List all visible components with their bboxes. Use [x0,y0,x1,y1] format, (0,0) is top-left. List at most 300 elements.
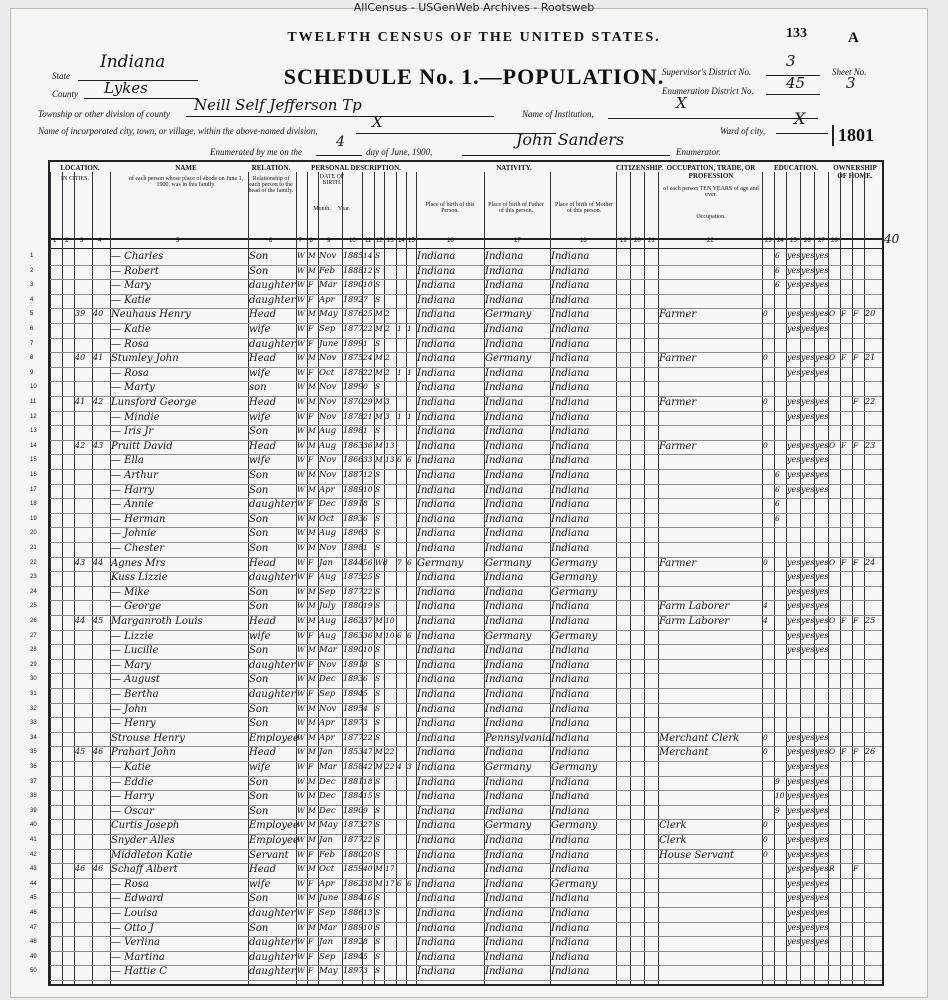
cell-schedule: 25 [865,616,876,625]
cell-month: Feb [319,265,335,276]
cell-marital: S [375,382,381,392]
cell-father-birth: Indiana [485,776,524,788]
cell-children: 6 [397,455,402,465]
cell-write: yes [801,937,815,947]
cell-month: Aug [319,440,337,451]
education-header: EDUCATION. [773,164,818,172]
cell-color: W [297,732,305,742]
cell-father-birth: Indiana [485,367,524,379]
cell-read: yes [787,309,801,319]
cell-month: Nov [319,470,337,480]
cell-sex: M [308,674,316,684]
cell-name: — Chester [111,543,165,554]
cell-read: yes [787,630,801,640]
cell-age: 4 [363,703,368,713]
cell-read: yes [787,805,801,815]
row-rule [50,279,882,280]
cell-mother-birth: Indiana [551,499,590,511]
cell-name: — Martina [111,951,165,963]
cell-english: yes [815,353,829,363]
cell-dwelling: 44 [75,616,86,625]
line-number: 20 [30,530,37,537]
cell-farm: F [853,309,859,319]
cell-father-birth: Indiana [485,659,524,671]
row-rule [50,498,882,499]
cell-occupation: Farmer [659,353,697,365]
cell-year: 1863 [343,630,364,640]
cell-family: 45 [93,616,104,625]
cell-age: 22 [363,586,373,596]
cell-marital: S [375,966,381,976]
cell-father-birth: Indiana [485,470,524,481]
cell-month: Nov [319,703,337,714]
cell-farm: F [853,397,859,406]
cell-month: Dec [319,776,336,787]
cell-write: yes [801,791,815,801]
cell-color: W [297,820,305,830]
cell-birth: Indiana [417,718,456,730]
cell-marital: S [375,820,381,830]
cell-month: Aug [319,528,337,539]
county-value: Lykes [104,79,148,97]
cell-birth: Indiana [417,908,456,919]
cell-school: 6 [775,470,780,479]
cell-name: Kuss Lizzie [111,572,168,584]
cell-birth: Indiana [417,543,456,554]
cell-color: W [297,703,305,713]
cell-read: yes [787,776,801,786]
cell-sex: M [308,645,316,655]
name-description: of each person whose place of abode on June 1, 1900, was in this family. [128,176,244,188]
cell-marital: S [375,849,381,859]
cell-name: Marganroth Louis [111,616,203,627]
cell-name: — Charles [111,251,164,262]
line-number: 5 [30,311,34,318]
cell-birth: Germany [417,557,464,569]
cell-english: yes [815,470,829,479]
cell-father-birth: Indiana [485,849,524,861]
cell-children: 4 [397,762,402,771]
cell-sex: F [308,878,314,888]
cell-birth: Indiana [417,324,456,335]
row-rule [50,586,882,587]
column-number: 12 [376,238,383,244]
cell-birth: Indiana [417,732,456,744]
cell-children: 1 [397,324,402,333]
cell-sex: M [308,732,316,742]
line-number: 8 [30,355,34,362]
cell-write: yes [801,367,815,377]
cell-birth: Indiana [417,484,456,496]
cell-family: 44 [93,557,104,567]
column-number: 14 [398,238,405,244]
cell-write: yes [801,762,815,771]
cell-marital: Wd [375,557,388,567]
cell-read: yes [787,878,801,888]
cell-marital: S [375,528,381,538]
cell-write: yes [801,280,815,290]
location-header: LOCATION. [60,164,100,172]
cell-color: W [297,791,305,801]
column-number: 3 [80,238,84,244]
cell-name: — Eddie [111,776,154,788]
line-number: 9 [30,369,34,376]
column-number: 26 [804,238,811,244]
cell-sex: M [308,543,316,552]
cell-father-birth: Indiana [485,922,524,934]
line-number: 41 [30,837,37,843]
cell-age: 3 [363,718,368,728]
line-number: 10 [30,384,37,391]
cell-owned: R [829,864,835,874]
cell-marital: M [375,616,383,625]
cell-color: W [297,280,305,290]
cell-year: 1878 [343,411,364,421]
cell-father-birth: Indiana [485,513,524,525]
city-label: Name of incorporated city, town, or village, within the above-named division, [38,126,318,136]
cell-age: 1 [363,426,368,436]
line-number: 1 [30,253,34,259]
cell-marital: M [375,397,383,406]
cell-mother-birth: Indiana [551,645,590,657]
cell-mother-birth: Indiana [551,776,590,788]
cell-sex: M [308,265,316,275]
cell-occupation: Clerk [659,820,687,832]
cell-birth: Indiana [417,674,456,686]
cell-write: yes [801,893,815,903]
date-of-birth-header: DATE OF BIRTH. [319,174,345,186]
cell-relation: daughter [249,338,296,350]
line-number: 31 [30,691,37,697]
cell-months: 0 [763,747,768,757]
cell-write: yes [801,908,815,917]
column-number: 24 [777,238,784,244]
cell-year: 1896 [343,528,364,538]
cell-read: yes [787,484,801,494]
cell-year: 1891 [343,499,364,509]
cell-read: yes [787,265,801,275]
cell-birth: Indiana [417,689,456,700]
cell-year: 1893 [343,674,364,684]
cell-mother-birth: Germany [551,630,598,642]
column-number: 23 [765,238,772,244]
cell-children: 6 [397,630,402,640]
cell-father-birth: Indiana [485,645,524,657]
cell-mother-birth: Germany [551,586,598,598]
cell-year: 1875 [343,353,364,363]
cell-dwelling: 40 [75,353,86,363]
cell-color: W [297,426,305,436]
cell-father-birth: Indiana [485,411,524,423]
cell-year: 1853 [343,747,364,757]
cell-birth: Indiana [417,455,456,467]
cell-sex: F [308,367,314,377]
cell-free: F [841,747,847,757]
cell-month: June [319,893,339,904]
cell-relation: Employee [249,820,299,832]
cell-married-years: 2 [385,309,390,319]
cell-english: yes [815,251,829,260]
cell-marital: S [375,513,381,523]
cell-relation: Servant [249,849,289,861]
cell-month: Apr [319,732,335,743]
cell-english: yes [815,908,829,917]
cell-sex: F [308,630,314,640]
cell-married-years: 17 [385,864,395,874]
cell-english: yes [815,776,829,786]
cell-sex: F [308,659,314,669]
cell-sex: F [308,762,314,771]
cell-year: 1890 [343,805,364,815]
cell-sex: F [308,294,314,304]
cell-relation: Son [249,484,269,496]
line-number: 13 [30,428,37,435]
cell-age: 56 [363,557,373,567]
cell-month: Jan [319,747,333,758]
cell-relation: daughter [249,659,296,671]
cell-year: 1884 [343,893,364,903]
row-rule [50,907,882,908]
ward-value: X [794,109,806,128]
cell-birth: Indiana [417,893,456,905]
cell-month: Aug [319,616,337,626]
cell-color: W [297,586,305,596]
cell-married-years: 22 [385,762,395,771]
cell-year: 1899 [343,338,364,348]
source-banner[interactable]: AllCensus - USGenWeb Archives - Rootsweb [353,1,595,14]
cell-color: W [297,878,305,888]
cell-birth: Indiana [417,659,456,671]
cell-marital: S [375,280,381,290]
line-number: 46 [30,910,37,916]
cell-birth: Indiana [417,513,456,525]
cell-free: F [841,309,847,319]
cell-relation: Son [249,805,269,817]
cell-read: yes [787,557,801,567]
cell-living: 1 [407,367,412,377]
cell-living: 1 [407,324,412,333]
cell-relation: daughter [249,572,296,584]
row-rule [50,673,882,674]
cell-sex: M [308,528,316,538]
cell-year: 1889 [343,922,364,932]
cell-name: — Harry [111,791,155,803]
cell-relation: Head [249,747,277,759]
cell-name: — Mike [111,586,150,598]
cell-marital: S [375,835,381,844]
cell-write: yes [801,922,815,932]
row-rule [50,659,882,660]
cell-month: Oct [319,367,335,378]
cell-read: yes [787,835,801,844]
cell-name: — Johnie [111,528,157,540]
cell-marital: S [375,426,381,436]
cell-month: Sep [319,586,336,597]
cell-married-years: 2 [385,353,390,363]
cell-sex: M [308,616,316,625]
cell-father-birth: Pennsylvania [485,732,552,744]
cell-english: yes [815,586,829,596]
cell-sex: M [308,805,316,815]
cell-read: yes [787,820,801,830]
cell-father-birth: Indiana [485,703,524,715]
cell-sex: M [308,703,316,713]
line-number: 49 [30,953,37,960]
cell-relation: daughter [249,966,296,978]
cell-month: Sep [319,951,336,962]
cell-father-birth: Germany [485,630,532,642]
cell-relation: Son [249,703,269,715]
cell-english: yes [815,572,829,582]
cell-name: — Katie [111,762,151,773]
cell-father-birth: Indiana [485,338,524,350]
cell-english: yes [815,805,829,815]
cell-name: — Arthur [111,470,158,481]
line-number: 7 [30,340,34,347]
cell-name: — Verlina [111,937,160,949]
column-number: 13 [387,238,394,244]
cell-month: Nov [319,659,337,670]
cell-write: yes [801,616,815,625]
cell-color: W [297,324,305,333]
cell-father-birth: Indiana [485,893,524,905]
cell-months: 0 [763,353,768,363]
cell-mother-birth: Indiana [551,849,590,861]
cell-read: yes [787,791,801,801]
cell-marital: M [375,309,383,319]
cell-name: — Annie [111,499,154,511]
state-label: State [52,71,70,81]
cell-father-birth: Indiana [485,484,524,496]
cell-age: 7 [363,294,368,304]
cell-birth: Indiana [417,878,456,890]
cell-year: 1889 [343,484,364,494]
cell-english: yes [815,893,829,903]
cell-english: yes [815,397,829,406]
cell-name: — Ella [111,455,144,467]
cell-write: yes [801,732,815,742]
cell-english: yes [815,820,829,830]
cell-english: yes [815,309,829,319]
cell-color: W [297,265,305,275]
cell-children: 1 [397,411,402,421]
cell-father-birth: Indiana [485,440,524,452]
row-rule [50,425,882,426]
line-number: 39 [30,807,37,814]
cell-farm: F [853,440,859,450]
cell-year: 1876 [343,309,364,319]
cell-year: 1892 [343,937,364,947]
cell-english: yes [815,324,829,333]
cell-father-birth: Germany [485,762,532,773]
census-title: TWELFTH CENSUS OF THE UNITED STATES. [287,30,661,45]
column-number: 5 [176,238,180,244]
nativity-header: NATIVITY. [496,164,532,172]
cell-read: yes [787,893,801,903]
cell-mother-birth: Indiana [551,718,590,730]
cell-mother-birth: Indiana [551,732,590,744]
cell-color: W [297,455,305,465]
cell-age: 18 [363,776,373,786]
cell-marital: S [375,294,381,304]
cell-marital: S [375,265,381,275]
cell-farm: F [853,353,859,363]
side-number: 40 [884,232,900,246]
cell-month: Oct [319,513,335,524]
cell-birth: Indiana [417,937,456,949]
cell-read: yes [787,762,801,771]
cell-month: Nov [319,411,337,422]
cell-year: 1858 [343,762,364,771]
cell-read: yes [787,440,801,450]
county-label: County [52,89,78,99]
cell-month: Apr [319,294,335,305]
cell-year: 1888 [343,265,364,275]
enumeration-day: 4 [336,134,345,150]
cell-months: 0 [763,397,768,406]
cell-english: yes [815,849,829,859]
cell-birth: Indiana [417,353,456,365]
column-number: 15 [408,238,415,244]
cell-write: yes [801,440,815,450]
cell-write: yes [801,572,815,582]
cell-age: 1 [363,338,368,348]
cell-school: 9 [775,776,780,786]
cell-father-birth: Indiana [485,499,524,511]
line-number: 27 [30,632,37,639]
cell-birth: Indiana [417,470,456,481]
cell-relation: wife [249,630,271,642]
cell-relation: Son [249,265,269,277]
cell-school: 10 [775,791,785,801]
cell-write: yes [801,557,815,567]
cell-dwelling: 46 [75,864,86,874]
cell-write: yes [801,455,815,465]
cell-relation: Employee [249,835,299,846]
cell-mother-birth: Indiana [551,338,590,350]
cell-color: W [297,397,305,406]
column-number: 25 [790,238,797,244]
cell-month: May [319,966,338,977]
column-number: 27 [818,238,825,244]
cell-write: yes [801,309,815,319]
cell-relation: Son [249,791,269,803]
cell-write: yes [801,820,815,830]
cell-owned: O [829,353,836,363]
cell-relation: Son [249,586,269,598]
cell-age: 33 [363,455,373,465]
cell-year: 1897 [343,718,364,728]
cell-mother-birth: Indiana [551,470,590,481]
cell-age: 12 [363,265,373,275]
cell-sex: M [308,601,316,611]
cell-married-years: 17 [385,878,395,888]
cell-dwelling: 42 [75,440,86,450]
cell-name: — Mary [111,659,151,671]
relation-header: RELATION. [251,164,291,172]
cell-marital: M [375,747,383,757]
cell-color: W [297,353,305,363]
cell-marital: M [375,411,383,421]
cell-age: 6 [363,513,368,523]
cell-birth: Indiana [417,265,456,277]
cell-marital: M [375,440,383,450]
cell-read: yes [787,922,801,932]
cell-school: 6 [775,280,780,290]
cell-read: yes [787,367,801,377]
cell-birth: Indiana [417,426,456,438]
cell-marital: S [375,338,381,348]
